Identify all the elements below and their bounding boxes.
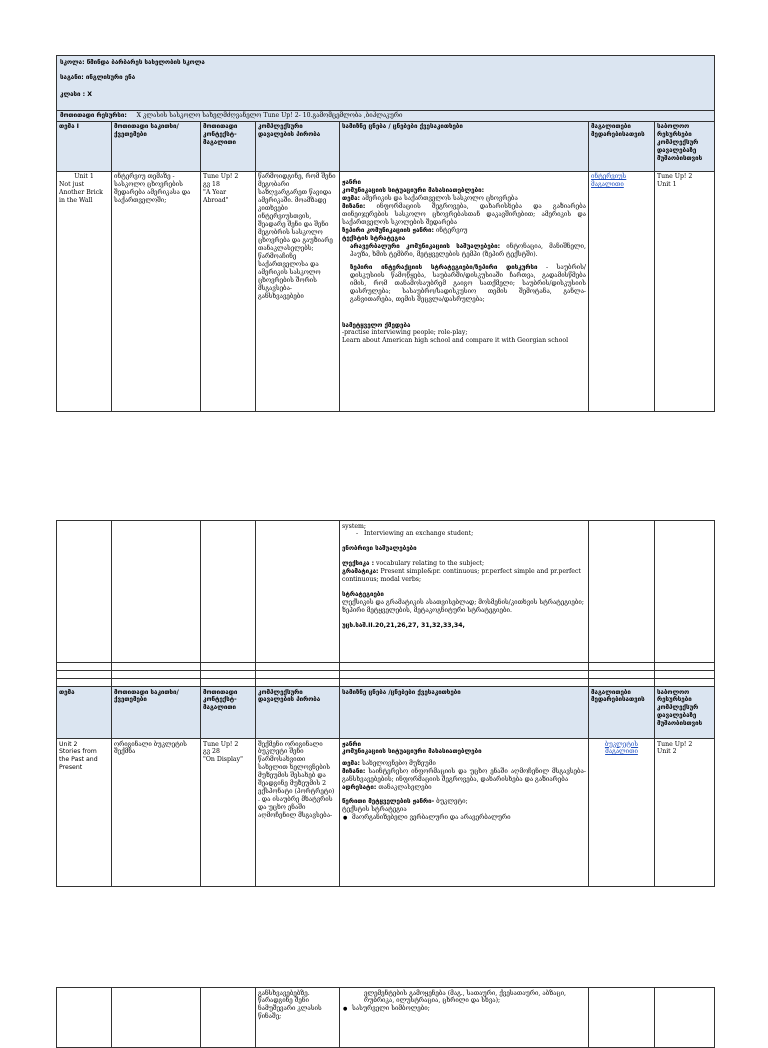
unit-2-task-cont: განსხვავებებზე. წარადგინე შენი ნამუშევარი კლასის წინაშე; xyxy=(256,988,340,1048)
complex-heading: სამეტყველო ქმედება xyxy=(342,321,411,329)
school-header-row xyxy=(57,56,715,111)
resource-line: Unit 1 xyxy=(657,181,677,189)
page-3 xyxy=(56,987,714,1048)
curriculum-table-3 xyxy=(56,987,715,1048)
comm-heading: კომუნიკაციის სიტუაციური მახასიათებლები xyxy=(342,748,482,756)
bullet-item: ● მაორგანიზებელი ვერბალური და არავერბალური xyxy=(342,814,586,822)
unit-2-continuation-row xyxy=(57,988,715,1048)
col-header-subtopic: მოთითადი საკითხი/ ქვეთემები xyxy=(112,687,201,739)
complex-item: Learn about American high school and compare it with Georgian school xyxy=(342,337,569,345)
audience-line: ადრესატი: თანაკლასელები xyxy=(342,784,432,792)
theme-line: the Past and xyxy=(59,756,98,764)
unit-1-theme xyxy=(57,171,112,411)
resource-line: Tune Up! 2 xyxy=(657,173,693,181)
unit-1-continuation-row xyxy=(57,521,715,663)
cont-resources xyxy=(655,521,715,663)
cont-concepts xyxy=(340,521,589,663)
purpose-line: მიზანი: საინტერესო ინფორმაციის და უცხო ენაში აღმოჩენილ მსგავსება-განსხვავებების; ინფორმაციის შეგროვება, დახარისხება და გაზიარება xyxy=(342,768,586,784)
resource-label: მოთითადი რესურსი: xyxy=(60,112,127,119)
theme-line: Unit 1 xyxy=(74,173,94,181)
col-header-examples: მაგალითები მედარებისათვის xyxy=(589,121,655,171)
theme-line: Unit 2 xyxy=(59,740,78,748)
theme-line: Present xyxy=(59,764,83,772)
cont-theme xyxy=(57,521,112,663)
unit-1-resources xyxy=(655,171,715,411)
resource-line: Unit 2 xyxy=(657,748,677,756)
col-header-subtopic: მოთითადი საკითხი/ ქვეთემები xyxy=(112,121,201,171)
strategy-heading: ტექსტის სტრატეგია xyxy=(342,235,406,242)
school-name: სკოლა: წმინდა ბარბარეს სახელობის სკოლა xyxy=(60,59,205,66)
grammar-line: გრამატიკა: Present simple&pr. continuous; pr.perfect simple and pr.perfect continuous; modal verbs; xyxy=(342,568,581,584)
empty-row xyxy=(57,679,715,687)
grade-label: კლასი : X xyxy=(60,90,93,98)
topic-line: თემა: ამერიკის და საქართველოს სასკოლო ცხოვრება xyxy=(342,195,518,203)
unit-2-examples xyxy=(589,739,655,887)
nonverbal-line: არავერბალური კომუნიკაციის საშუალებები: ინტონაცია, მანიშნელი, პაუზა, ხმის ტემბრი, მეტყველების ტემპი (ზეპირ ტექსტში). xyxy=(350,242,586,258)
resource-line: Tune Up! 2 xyxy=(657,740,693,748)
context-line: "A Year xyxy=(203,189,227,197)
empty-row xyxy=(57,671,715,679)
unit-1-concepts xyxy=(340,171,589,411)
cont-context xyxy=(201,521,256,663)
col-header-theme: თემა xyxy=(57,687,112,739)
topic-line: თემა: სახელოვნებო მუზეუმი xyxy=(342,760,436,768)
genre-heading: ჟანრი xyxy=(342,179,362,187)
unit-2-context xyxy=(201,739,256,887)
bullet-item: ● სასურველი სიმბოლები; xyxy=(342,1005,586,1013)
complex-item: -practise interviewing people; role-play; xyxy=(342,329,468,337)
page-2 xyxy=(56,520,714,887)
unit-2-task: შექმენი ორიგინალი ბუკლეტი შენი წარმოსახვითი სახელით ხელოვნების მუზეუმის შესახებ და შეადგინე მუზეუმის 2 ექსპონატი (პორტრეტი) . და ისაუბრე მხატვრის და უცხო ენაში აღმოჩენილ მსგავსება- xyxy=(256,739,340,887)
context-line: Tune Up! 2 xyxy=(203,740,239,748)
unit-2-subtopic: ორიგინალი ბუკლეტის შექმნა xyxy=(112,739,201,887)
col-header-context: მოთითადი კონტექსტ-მაგალითი xyxy=(201,687,256,739)
col-header-concepts: სამიზნე ცნება / ცნებები ქვესაკითხები xyxy=(340,121,589,171)
purpose-line: მიზანი: ინფორმაციის შეგროვება, დახარისხება და გაზიარება თინეიჯერების სასკოლო ცხოვრებასთან დაკავშირებით; ამერიკის და საქართველოს სკოლების შედარება xyxy=(342,203,586,227)
col-header-context: მოთითადი კონტექსტ-მაგალითი xyxy=(201,121,256,171)
written-genre-line: წერითი მეტყველების ჟანრი- ბუკლეტი; xyxy=(342,798,468,806)
col-header-resources: საბოლოო რესურსები კომპლექსურ დავალებაზე მუშაობისთვის xyxy=(655,687,715,739)
empty-row xyxy=(57,663,715,671)
theme-line: Another Brick xyxy=(59,189,103,197)
oral-genre-line: ზეპირი კომუნიკაციის ჟანრი: ინტერვიუ xyxy=(342,227,468,235)
cont-subtopic xyxy=(112,521,201,663)
context-line: გვ 18 xyxy=(203,181,220,189)
unit-1-subtopic: ინტერვიუ თემაზე - სასკოლო ცხოვრების შედარება ამერიკასა და საქართველოში; xyxy=(112,171,201,411)
theme-line: Stories from xyxy=(59,748,97,756)
curriculum-table-2 xyxy=(56,520,715,887)
context-line: "On Display" xyxy=(203,756,243,764)
unit-2-row xyxy=(57,739,715,887)
standards-line: უცხ.საშ.II.20,21,26,27, 31,32,33,34, xyxy=(342,621,465,629)
column-header-row-2 xyxy=(57,687,715,739)
col-header-theme: თემა I xyxy=(57,121,112,171)
page-1 xyxy=(56,55,714,412)
booklet-example-link[interactable]: ბუკლეტის მაგალითი xyxy=(604,740,639,756)
unit-2-resources xyxy=(655,739,715,887)
col-header-task: კომპლექსური დავალების პირობა xyxy=(256,121,340,171)
system-line: system; xyxy=(342,522,366,530)
col-header-task: კომპლექსური დავალების პირობა xyxy=(256,687,340,739)
unit-2-concepts xyxy=(340,739,589,887)
unit-1-row xyxy=(57,171,715,411)
context-line: გვ 28 xyxy=(203,748,220,756)
unit-1-task: წარმოიდგინე, რომ შენი მეგობარი საზღვარგარეთ წავიდა ამერიკაში. მოამზადე კითხვები ინტერვიუსთვის, შეადარე შენი და შენი მეგობრის სასკოლო ცხოვრება და გაუზიარე თანაკლასელებს; წარმოაჩინე საქართველოსა და ამერიკის სასკოლო ცხოვრების შორის მსგავსება-განსხვავებები xyxy=(256,171,340,411)
context-line: Tune Up! 2 xyxy=(203,173,239,181)
discourse-line: ზეპირი ინტერაქციის სტრატეგიები/ზეპირი დისკურსი - საუბრის/დისკუსიის წამოწყება, საუბარში/დისკუსიაში ჩართვა, გადამისწმება იმის, რომ თანამოსაუბრემ გაიგო სათქმელი; საუბრის/დისკუსიის დასრულება; სასაუბრო/სადისკუსიო თემის შემოტანა, განლა-განვითარება, თემის შეცვლა/დასრულება; xyxy=(350,263,586,303)
lang-means-heading: ენობრივი საშუალებები xyxy=(342,545,417,553)
theme-line: Not just xyxy=(59,181,85,189)
cont-examples xyxy=(589,521,655,663)
col-header-examples: მაგალითები მედარებისათვის xyxy=(589,687,655,739)
theme-line: in the Wall xyxy=(59,197,93,205)
unit-2-concepts-cont xyxy=(340,988,589,1048)
curriculum-table-1 xyxy=(56,55,715,412)
cont-task xyxy=(256,521,340,663)
strategies-line: ლექსიკის და გრამატიკის ასათვისებლად; მოსმენის/კითხვის სტრატეგიები; ზეპირი მეტყველების, მეტაკოგნიტური სტრატეგიები. xyxy=(342,599,584,614)
elements-line: ელემენტების გამოყენება (მაგ., სათაური, ქვესათაური, აბზაცი, რუბრიკა, ილუსტრაცია, ცხრილი და სხვა); xyxy=(364,989,567,1005)
unit-1-examples xyxy=(589,171,655,411)
comm-heading: კომუნიკაციის სიტუაციური მახასიათებლები: xyxy=(342,187,485,195)
column-header-row xyxy=(57,121,715,171)
unit-2-theme xyxy=(57,739,112,887)
genre-heading: ჟანრი xyxy=(342,740,362,748)
interview-example-link[interactable]: ინტერვიუს მაგალითი xyxy=(591,173,627,189)
lexis-line: ლექსიკა : vocabulary relating to the subject; xyxy=(342,560,485,568)
col-header-concepts: სამიზნე ცნება /ცნებები ქვესაკითხები xyxy=(340,687,589,739)
strategies-heading: სტრატეგიები xyxy=(342,591,384,599)
subject-name: საგანი: ინგლისური ენა xyxy=(60,73,136,81)
col-header-resources: საბოლოო რესურსები კომპლექსურ დავალებაზე მუშაობისთვის xyxy=(655,121,715,171)
strategy-line: ტექსტის სტრატეგია xyxy=(342,806,407,814)
context-line: Abroad" xyxy=(203,197,229,205)
dash-item: - Interviewing an exchange student; xyxy=(354,530,586,538)
resource-value: X კლასის სასკოლო სახელმძღვანელო Tune Up! 2- 10.გამომცემლობა ,ბიჰლაკური xyxy=(136,112,403,119)
resource-row xyxy=(57,111,715,122)
unit-1-context xyxy=(201,171,256,411)
